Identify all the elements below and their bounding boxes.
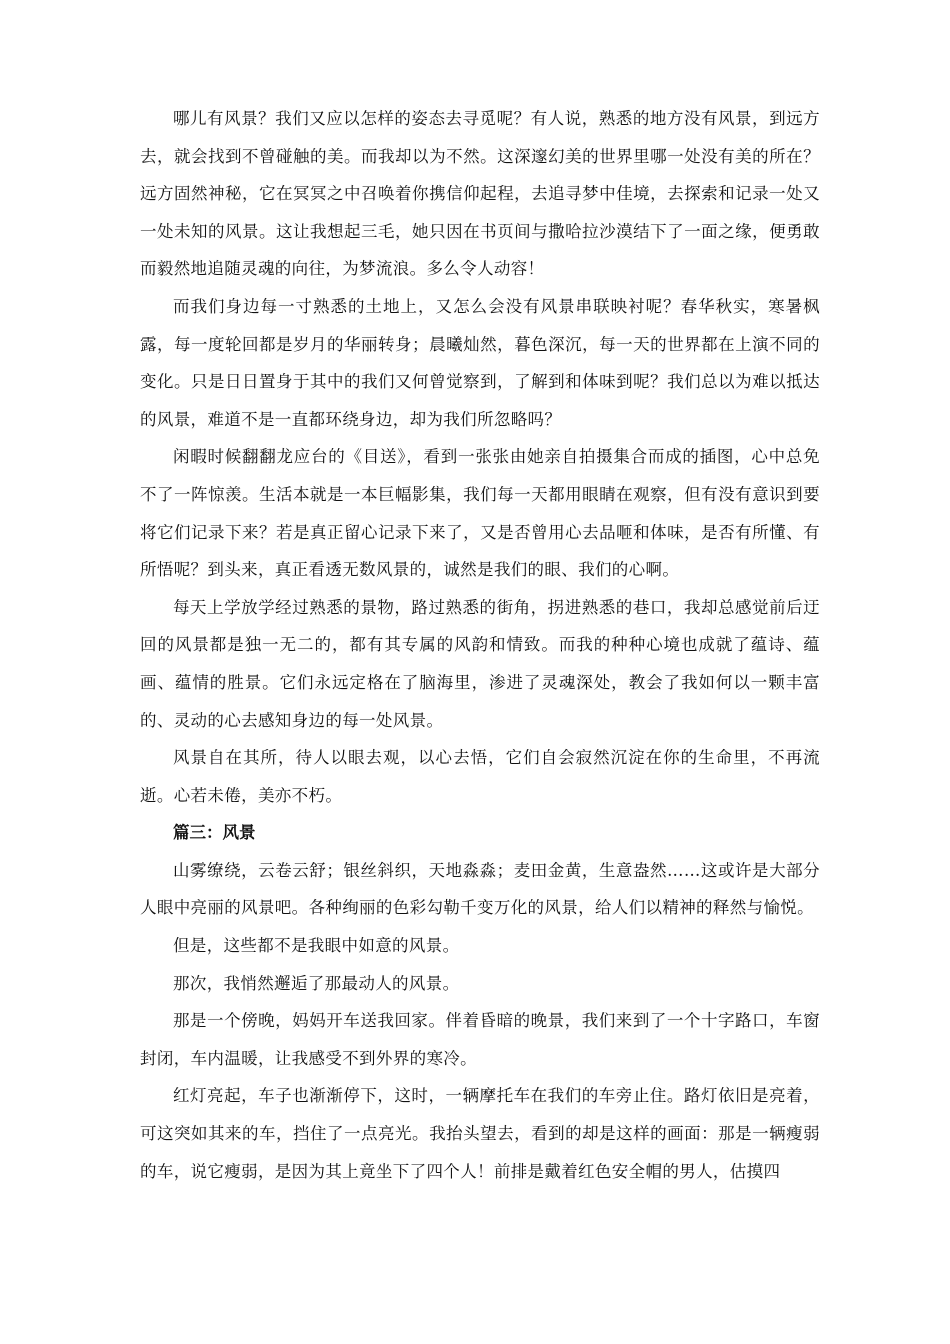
section-heading: 篇三：风景 (173, 823, 256, 843)
paragraph: 那次，我悄然邂逅了那最动人的风景。 (173, 973, 460, 993)
paragraph: 风景自在其所，待人以眼去观，以心去悟，它们自会寂然沉淀在你的生命里，不再流逝。心若未倦，美亦不朽。 (140, 748, 820, 805)
paragraph: 每天上学放学经过熟悉的景物，路过熟悉的街角，拐进熟悉的巷口，我却总感觉前后迂回的风景都是独一无二的，都有其专属的风韵和情致。而我的种种心境也成就了蕴诗、蕴画、蕴情的胜景。它们永远定格在了脑海里，渗进了灵魂深处，教会了我如何以一颗丰富的、灵动的心去感知身边的每一处风景。 (140, 597, 820, 730)
paragraph: 山雾缭绕，云卷云舒；银丝斜织，天地淼淼；麦田金黄，生意盎然……这或许是大部分人眼中亮丽的风景吧。各种绚丽的色彩勾勒千变万化的风景，给人们以精神的释然与愉悦。 (140, 860, 820, 918)
paragraph: 而我们身边每一寸熟悉的土地上，又怎么会没有风景串联映衬呢？春华秋实，寒暑枫露，每一度轮回都是岁月的华丽转身；晨曦灿然，暮色深沉，每一天的世界都在上演不同的变化。只是日日置身于其中的我们又何曾觉察到，了解到和体味到呢？我们总以为难以抵达的风景，难道不是一直都环绕身边，却为我们所忽略吗？ (140, 296, 820, 429)
paragraph: 但是，这些都不是我眼中如意的风景。 (173, 936, 460, 956)
paragraph: 那是一个傍晚，妈妈开车送我回家。伴着昏暗的晚景，我们来到了一个十字路口，车窗封闭，车内温暖，让我感受不到外界的寒冷。 (140, 1011, 820, 1068)
paragraph: 闲暇时候翻翻龙应台的《目送》，看到一张张由她亲自拍摄集合而成的插图，心中总免不了一阵惊羡。生活本就是一本巨幅影集，我们每一天都用眼睛在观察，但有没有意识到要将它们记录下来？若是真正留心记录下来了，又是否曾用心去品咂和体味，是否有所懂、有所悟呢？到头来，真正看透无数风景的，诚然是我们的眼、我们的心啊。 (140, 447, 820, 580)
paragraph: 红灯亮起，车子也渐渐停下，这时，一辆摩托车在我们的车旁止住。路灯依旧是亮着，可这突如其来的车，挡住了一点亮光。我抬头望去，看到的却是这样的画面：那是一辆瘦弱的车，说它瘦弱，是因为其上竟坐下了四个人！前排是戴着红色安全帽的男人，估摸四 (140, 1086, 820, 1181)
document-page (140, 100, 820, 1190)
paragraph: 哪儿有风景？我们又应以怎样的姿态去寻觅呢？有人说，熟悉的地方没有风景，到远方去，就会找到不曾碰触的美。而我却以为不然。这深邃幻美的世界里哪一处没有美的所在？远方固然神秘，它在冥冥之中召唤着你携信仰起程，去追寻梦中佳境，去探索和记录一处又一处未知的风景。这让我想起三毛，她只因在书页间与撒哈拉沙漠结下了一面之缘，便勇敢而毅然地追随灵魂的向往，为梦流浪。多么令人动容！ (140, 109, 820, 279)
